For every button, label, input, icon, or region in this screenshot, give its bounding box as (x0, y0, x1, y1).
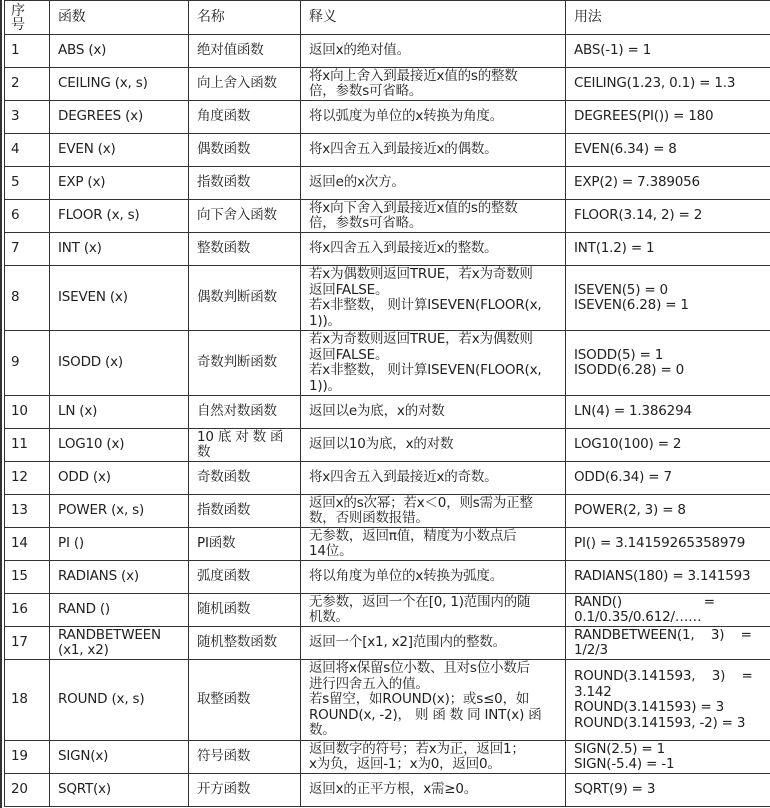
description-cell (301, 429, 566, 462)
description-cell (301, 495, 566, 528)
name-cell (189, 200, 301, 233)
name-cell-line: 指数函数 (197, 174, 251, 191)
usage-cell-line: EVEN(6.34) = 8 (574, 141, 677, 158)
function-cell-line: RANDBETWEEN (58, 626, 161, 643)
usage-cell-line: RANDBETWEEN(1, 3) = (574, 626, 752, 643)
description-cell-line: 将以弧度为单位的x转换为角度。 (309, 108, 503, 125)
row-number: 16 (5, 594, 50, 627)
table-row (5, 233, 770, 266)
table-row (5, 101, 770, 134)
row-number: 10 (5, 396, 50, 429)
name-cell (189, 101, 301, 134)
usage-cell-line: RAND() = (574, 593, 715, 610)
usage-cell (566, 495, 770, 528)
row-number: 8 (5, 266, 50, 331)
left-border (0, 0, 2, 808)
description-cell (301, 35, 566, 68)
description-cell-line: 返回x的正平方根，x需≥0。 (309, 781, 478, 798)
name-cell-line: 向下舍入函数 (197, 207, 277, 224)
function-cell (50, 462, 189, 495)
usage-cell (566, 233, 770, 266)
function-cell-line: ODD (x) (58, 469, 111, 486)
table-row (5, 561, 770, 594)
usage-cell-line: RADIANS(180) = 3.141593 (574, 568, 751, 585)
table-row (5, 627, 770, 660)
row-number: 6 (5, 200, 50, 233)
description-cell-line: 进行四舍五入的值。 (309, 675, 429, 692)
row-number: 17 (5, 627, 50, 660)
usage-cell (566, 561, 770, 594)
description-cell (301, 396, 566, 429)
function-cell-line: RADIANS (x) (58, 568, 139, 585)
name-cell-line: 奇数判断函数 (197, 354, 277, 371)
name-cell-line: 偶数函数 (197, 141, 251, 158)
usage-cell (566, 594, 770, 627)
usage-cell-line: CEILING(1.23, 0.1) = 1.3 (574, 75, 736, 92)
function-cell (50, 594, 189, 627)
description-cell-line: 返回一个[x1, x2]范围内的整数。 (309, 634, 506, 651)
name-cell (189, 167, 301, 200)
description-cell (301, 233, 566, 266)
name-cell-line: 随机函数 (197, 601, 251, 618)
table-row (5, 429, 770, 462)
name-cell-line: 指数函数 (197, 502, 251, 519)
usage-cell-line: FLOOR(3.14, 2) = 2 (574, 207, 703, 224)
description-cell-line: 1))。 (309, 312, 341, 329)
name-cell-line: 开方函数 (197, 781, 251, 798)
function-cell (50, 331, 189, 396)
usage-cell-line: SQRT(9) = 3 (574, 781, 656, 798)
description-cell-line: 14位。 (309, 543, 353, 559)
description-cell-line: 将x向上舍入到最接近x值的s的整数 (309, 67, 518, 84)
name-cell-line: 10 底 对 数 函 (197, 428, 284, 445)
name-cell-line: 自然对数函数 (197, 403, 277, 420)
table-row (5, 68, 770, 101)
name-cell-line: 向上舍入函数 (197, 75, 277, 92)
function-cell (50, 528, 189, 561)
header-no-line: 序 (11, 2, 25, 19)
description-cell (301, 627, 566, 660)
usage-cell-line: 1/2/3 (574, 642, 608, 658)
row-number: 4 (5, 134, 50, 167)
function-cell-line: ISEVEN (x) (58, 289, 128, 306)
name-cell-line: 整数函数 (197, 240, 251, 257)
description-cell-line: 若x非整数， 则计算ISEVEN(FLOOR(x, (309, 297, 542, 313)
header-no (5, 1, 50, 35)
usage-cell (566, 101, 770, 134)
description-cell-line: 返回以10为底，x的对数 (309, 436, 454, 453)
function-cell-line: ISODD (x) (58, 354, 123, 371)
usage-cell (566, 774, 770, 807)
function-cell (50, 495, 189, 528)
usage-cell-line: ISODD(6.28) = 0 (574, 362, 685, 378)
row-number: 11 (5, 429, 50, 462)
description-cell (301, 68, 566, 101)
name-cell (189, 429, 301, 462)
usage-cell-line: ISODD(5) = 1 (574, 346, 664, 363)
function-cell-line: PI () (58, 535, 84, 552)
header-function: 函数 (50, 1, 189, 35)
description-cell-line: x为负，返回-1；x为0，返回0。 (309, 756, 501, 772)
table-row (5, 266, 770, 331)
function-cell-line: CEILING (x, s) (58, 75, 148, 92)
name-cell-line: 取整函数 (197, 691, 251, 708)
name-cell-line: 奇数函数 (197, 469, 251, 486)
description-cell (301, 134, 566, 167)
usage-cell (566, 741, 770, 774)
usage-cell-line: ISEVEN(5) = 0 (574, 281, 668, 298)
description-cell (301, 331, 566, 396)
table-row (5, 200, 770, 233)
function-cell (50, 68, 189, 101)
description-cell-line: 无参数，返回一个在[0, 1)范围内的随 (309, 593, 531, 610)
usage-cell (566, 660, 770, 741)
function-cell-line: LN (x) (58, 403, 98, 420)
name-cell-line: 弧度函数 (197, 568, 251, 585)
description-cell-line: 机数。 (309, 609, 349, 625)
usage-cell-line: EXP(2) = 7.389056 (574, 174, 700, 191)
header-usage: 用法 (566, 1, 770, 35)
description-cell-line: 若x非整数， 则计算ISEVEN(FLOOR(x, (309, 362, 542, 378)
usage-cell-line: SIGN(2.5) = 1 (574, 740, 665, 757)
name-cell (189, 594, 301, 627)
usage-cell-line: ODD(6.34) = 7 (574, 469, 672, 486)
name-cell-line: 偶数判断函数 (197, 289, 277, 306)
usage-cell-line: INT(1.2) = 1 (574, 240, 655, 257)
name-cell (189, 741, 301, 774)
function-cell (50, 774, 189, 807)
name-cell (189, 495, 301, 528)
row-number: 1 (5, 35, 50, 68)
function-cell-line: INT (x) (58, 240, 102, 257)
description-cell-line: 1))。 (309, 377, 341, 394)
description-cell-line: 若x为奇数则返回TRUE，若x为偶数则 (309, 331, 533, 347)
description-cell-line: 无参数，返回π值，精度为小数点后 (309, 527, 517, 544)
table-row (5, 331, 770, 396)
description-cell (301, 594, 566, 627)
usage-cell-line: SIGN(-5.4) = -1 (574, 756, 675, 772)
name-cell-line: PI函数 (197, 535, 236, 552)
description-cell (301, 462, 566, 495)
description-cell-line: 数，否则函数报错。 (309, 510, 429, 526)
function-cell (50, 35, 189, 68)
function-cell-line: FLOOR (x, s) (58, 207, 140, 224)
usage-cell-line: ABS(-1) = 1 (574, 42, 652, 59)
function-cell-line: RAND () (58, 601, 110, 618)
usage-cell-line: ROUND(3.141593, -2) = 3 (574, 714, 746, 731)
function-cell-line: ROUND (x, s) (58, 691, 145, 708)
name-cell (189, 462, 301, 495)
description-cell (301, 528, 566, 561)
usage-cell-line: ROUND(3.141593) = 3 (574, 699, 725, 715)
row-number: 15 (5, 561, 50, 594)
function-cell-line: DEGREES (x) (58, 108, 144, 125)
description-cell-line: 将x向下舍入到最接近x值的s的整数 (309, 199, 518, 216)
function-cell (50, 561, 189, 594)
usage-cell (566, 200, 770, 233)
row-number: 18 (5, 660, 50, 741)
row-number: 20 (5, 774, 50, 807)
row-number: 5 (5, 167, 50, 200)
name-cell (189, 331, 301, 396)
description-cell (301, 101, 566, 134)
header-description: 释义 (301, 1, 566, 35)
function-cell (50, 167, 189, 200)
usage-cell (566, 429, 770, 462)
name-cell (189, 233, 301, 266)
name-cell-line: 绝对值函数 (197, 42, 264, 59)
description-cell-line: 返回e的x次方。 (309, 174, 405, 191)
table-row (5, 35, 770, 68)
function-cell-line: SQRT(x) (58, 781, 111, 798)
table-row (5, 495, 770, 528)
row-number: 3 (5, 101, 50, 134)
function-cell-line: EVEN (x) (58, 141, 116, 158)
usage-cell-line: 3.142 (574, 683, 612, 700)
math-function-table (4, 0, 770, 807)
usage-cell-line: ISEVEN(6.28) = 1 (574, 297, 689, 313)
usage-cell (566, 266, 770, 331)
table-row (5, 167, 770, 200)
function-cell-line: EXP (x) (58, 174, 106, 191)
row-number: 14 (5, 528, 50, 561)
usage-cell (566, 462, 770, 495)
table-row (5, 528, 770, 561)
name-cell (189, 528, 301, 561)
name-cell (189, 774, 301, 807)
name-cell-line: 符号函数 (197, 748, 251, 765)
usage-cell (566, 35, 770, 68)
function-cell (50, 233, 189, 266)
description-cell-line: 若s留空，如ROUND(x)；或s≤0，如 (309, 691, 530, 708)
description-cell (301, 660, 566, 741)
usage-cell (566, 528, 770, 561)
function-cell (50, 101, 189, 134)
row-number: 19 (5, 741, 50, 774)
description-cell-line: 将x四舍五入到最接近x的奇数。 (309, 469, 498, 486)
name-cell (189, 35, 301, 68)
usage-cell (566, 167, 770, 200)
description-cell-line: 返回以e为底，x的对数 (309, 403, 445, 420)
header-no-line: 号 (11, 16, 25, 33)
function-cell (50, 627, 189, 660)
table-row (5, 134, 770, 167)
function-cell-line: LOG10 (x) (58, 436, 125, 453)
function-cell-line: SIGN(x) (58, 748, 109, 765)
table-row (5, 594, 770, 627)
description-cell (301, 200, 566, 233)
description-cell-line: 返回数字的符号；若x为正，返回1； (309, 740, 525, 757)
name-cell (189, 396, 301, 429)
description-cell (301, 266, 566, 331)
function-cell (50, 660, 189, 741)
table-row (5, 462, 770, 495)
description-cell-line: 将x四舍五入到最接近x的偶数。 (309, 141, 498, 158)
row-number: 2 (5, 68, 50, 101)
usage-cell (566, 331, 770, 396)
usage-cell-line: DEGREES(PI()) = 180 (574, 108, 714, 125)
table-header-row (5, 1, 770, 35)
table-row (5, 741, 770, 774)
description-cell-line: 返回FALSE。 (309, 281, 389, 298)
usage-cell-line: LOG10(100) = 2 (574, 436, 682, 453)
name-cell (189, 134, 301, 167)
description-cell-line: 将x四舍五入到最接近x的整数。 (309, 240, 498, 257)
usage-cell-line: POWER(2, 3) = 8 (574, 502, 686, 519)
description-cell-line: 返回x的绝对值。 (309, 42, 410, 59)
description-cell-line: 若x为偶数则返回TRUE，若x为奇数则 (309, 266, 533, 282)
description-cell (301, 774, 566, 807)
function-cell-line: POWER (x, s) (58, 502, 145, 519)
name-cell-line: 数 (197, 444, 211, 460)
table-row (5, 660, 770, 741)
name-cell (189, 627, 301, 660)
name-cell-line: 角度函数 (197, 108, 251, 125)
description-cell-line: 倍，参数s可省略。 (309, 83, 423, 99)
table-row (5, 774, 770, 807)
usage-cell (566, 627, 770, 660)
function-cell (50, 134, 189, 167)
header-name: 名称 (189, 1, 301, 35)
table-row (5, 396, 770, 429)
name-cell (189, 266, 301, 331)
usage-cell (566, 68, 770, 101)
function-cell (50, 741, 189, 774)
name-cell (189, 68, 301, 101)
usage-cell-line: LN(4) = 1.386294 (574, 403, 692, 420)
function-cell (50, 429, 189, 462)
description-cell-line: 返回FALSE。 (309, 346, 389, 363)
function-cell-line: ABS (x) (58, 42, 107, 59)
description-cell-line: 将以角度为单位的x转换为弧度。 (309, 568, 503, 585)
function-cell (50, 396, 189, 429)
usage-cell-line: ROUND(3.141593, 3) = (574, 668, 753, 684)
usage-cell (566, 396, 770, 429)
name-cell (189, 660, 301, 741)
description-cell-line: 数。 (309, 722, 336, 739)
description-cell (301, 741, 566, 774)
usage-cell-line: 0.1/0.35/0.612/…… (574, 609, 702, 625)
description-cell (301, 167, 566, 200)
description-cell-line: 返回将x保留s位小数、且对s位小数后 (309, 660, 530, 677)
description-cell-line: 倍，参数s可省略。 (309, 215, 423, 231)
name-cell-line: 随机整数函数 (197, 634, 277, 651)
name-cell (189, 561, 301, 594)
description-cell-line: 返回x的s次幂；若x＜0，则s需为正整 (309, 494, 533, 511)
function-cell (50, 266, 189, 331)
row-number: 9 (5, 331, 50, 396)
usage-cell-line: PI() = 3.14159265358979 (574, 535, 746, 552)
function-cell (50, 200, 189, 233)
usage-cell (566, 134, 770, 167)
row-number: 12 (5, 462, 50, 495)
description-cell-line: ROUND(x, -2)， 则 函 数 同 INT(x) 函 (309, 706, 542, 723)
row-number: 13 (5, 495, 50, 528)
function-cell-line: (x1, x2) (58, 642, 109, 658)
description-cell (301, 561, 566, 594)
row-number: 7 (5, 233, 50, 266)
